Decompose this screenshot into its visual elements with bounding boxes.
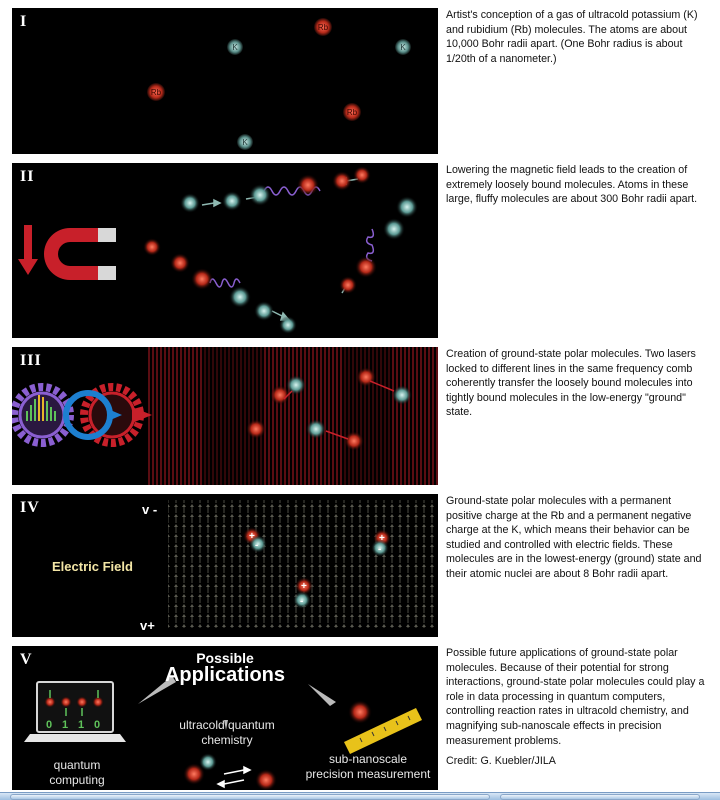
- panel-numeral: III: [20, 352, 42, 369]
- voltage-minus-label: v -: [142, 502, 158, 517]
- precision-measurement-line1: sub-nanoscale: [328, 752, 408, 766]
- panel-5: [12, 646, 438, 790]
- caption-panel-5: [446, 646, 710, 769]
- minus-sign: -: [255, 540, 259, 551]
- panel-numeral: II: [20, 168, 35, 185]
- caption-panel-5-text: Possible future applications of ground-state polar molecules. Because of their potential for strong interactions, ground-state polar molecules could play a role in data processing in quantum computers, controlling reaction rates in ultracold chemistry, and magnifying sub-nanoscale effects in precision measurement problems.: [446, 647, 705, 747]
- minus-sign: -: [300, 596, 304, 607]
- magnet-icon: [44, 228, 116, 280]
- k-atom: K: [237, 134, 253, 150]
- caption-panel-1: Artist's conception of a gas of ultracold potassium (K) and rubidium (Rb) molecules. The atoms are about 10,000 Bohr radii apart. (One Bohr radius is about 1/20th of a nanometer.): [446, 9, 698, 65]
- gear-icon: [14, 387, 70, 443]
- caption-panel-2: Lowering the magnetic field leads to the creation of extremely loosely bound molecules. Atoms in these large, fluffy molecules are about 300 Bohr radii apart.: [446, 164, 698, 206]
- electric-field-label: Electric Field: [52, 559, 133, 574]
- panel-3: [12, 347, 438, 485]
- chemistry-label-line2: chemistry: [201, 733, 253, 747]
- voltage-plus-label: v+: [140, 618, 155, 633]
- panel-numeral: I: [20, 13, 28, 30]
- plus-sign: +: [379, 533, 385, 544]
- precision-measurement-line2: precision measurement: [305, 767, 431, 781]
- molecule-formation-illustration: [12, 163, 438, 338]
- panel-numeral: V: [20, 651, 33, 668]
- applications-title-line1: Possible: [196, 650, 254, 666]
- rb-atom: Rb: [314, 18, 332, 36]
- caption-panel-4: Ground-state polar molecules with a permanent positive charge at the Rb and a permanent negative charge at the K, which means their behavior can be studied and controlled with electric fields. These molecules are in the lowest-energy (ground) state and their atomic nuclei are about 8 Bohr radii apart.: [446, 495, 702, 580]
- quantum-computing-line1: quantum: [53, 758, 101, 772]
- k-atom: K: [227, 39, 243, 55]
- applications-title-line2: Applications: [164, 664, 285, 686]
- panel-numeral: IV: [20, 499, 40, 516]
- laser-transfer-illustration: [12, 347, 438, 485]
- qubit-value: 0: [46, 719, 53, 731]
- laptop-icon: [24, 682, 126, 742]
- qubit-value: 1: [62, 719, 69, 731]
- precision-measurement-label: [298, 752, 438, 782]
- quantum-computing-label: [32, 758, 122, 788]
- field-down-arrow-icon: [18, 225, 38, 275]
- rb-atom: Rb: [147, 83, 165, 101]
- chemistry-label: [162, 718, 292, 748]
- qubit-value: 0: [94, 719, 101, 731]
- qubit-value: 1: [78, 719, 85, 731]
- chemistry-label-line1: ultracold quantum: [179, 718, 275, 732]
- credit-text: Credit: G. Kuebler/JILA: [446, 755, 556, 768]
- taskbar: [0, 792, 720, 800]
- panel-1: [12, 8, 438, 154]
- caption-panel-3: Creation of ground-state polar molecules. Two lasers locked to different lines in the same frequency comb coherently transfer the loosely bound molecules into tightly bound molecules in the low-energy "ground" state.: [446, 348, 696, 419]
- quantum-computing-line2: computing: [49, 773, 105, 787]
- taskbar-button[interactable]: [500, 794, 700, 800]
- plus-sign: +: [301, 581, 307, 592]
- plus-sign: +: [249, 531, 255, 542]
- k-atom: K: [395, 39, 411, 55]
- minus-sign: -: [378, 544, 382, 555]
- taskbar-button[interactable]: [10, 794, 490, 800]
- rb-atom: Rb: [343, 103, 361, 121]
- panel-4: [12, 494, 438, 637]
- panel-2: [12, 163, 438, 338]
